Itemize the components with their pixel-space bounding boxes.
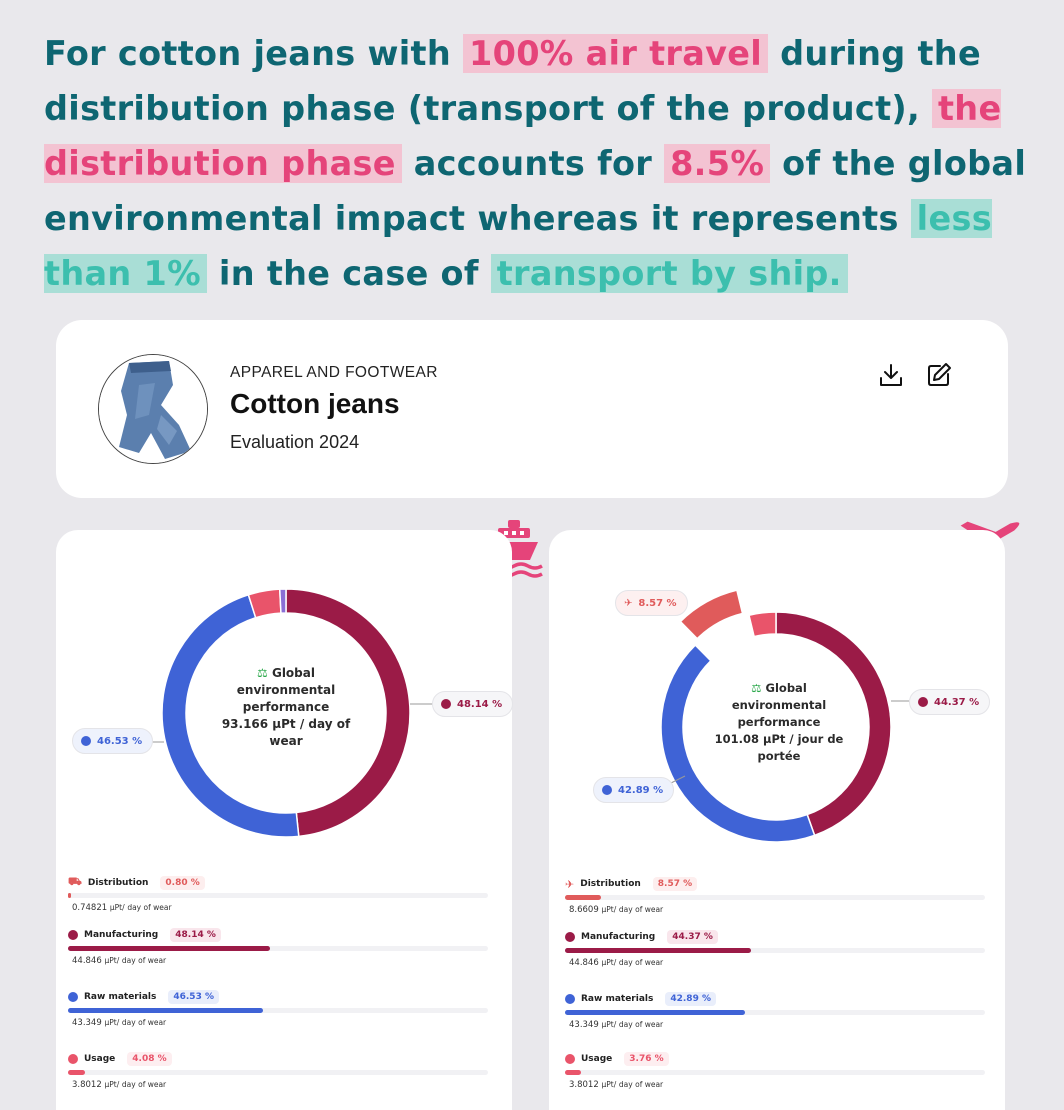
row-label: Raw materials: [581, 994, 654, 1004]
product-category: APPAREL AND FOOTWEAR: [230, 364, 438, 381]
donut-slice-distribution: [280, 589, 286, 613]
progress-track: [68, 893, 488, 898]
donut-slice-usage: [749, 612, 776, 637]
row-percent-badge: 46.53 %: [168, 990, 219, 1004]
progress-track: [565, 948, 985, 953]
callout-manufacturing: 48.14 %: [432, 691, 513, 717]
row-value: 43.349 µPt/ day of wear: [72, 1018, 167, 1028]
legend-dot: [68, 930, 78, 940]
legend-dot: [68, 992, 78, 1002]
progress-fill: [68, 1070, 85, 1075]
truck-icon: ⛟: [68, 875, 82, 888]
airplane-icon: ✈: [565, 877, 575, 891]
center-line: portée: [757, 749, 801, 763]
center-line: environmental: [236, 683, 336, 697]
center-line: 93.166 µPt / day of: [221, 717, 351, 731]
progress-track: [565, 1010, 985, 1015]
legend-dot: [565, 1054, 575, 1064]
row-value: 8.6609 µPt/ day of wear: [569, 905, 664, 915]
balance-scale-icon: ⚖: [751, 681, 762, 695]
row-label: Usage: [581, 1054, 613, 1064]
breakdown-row-raw-materials: [565, 992, 995, 1042]
progress-track: [565, 1070, 985, 1075]
edit-button[interactable]: [924, 360, 954, 390]
progress-track: [565, 895, 985, 900]
breakdown-row-distribution: [68, 875, 498, 925]
row-percent-badge: 4.08 %: [127, 1052, 171, 1066]
balance-scale-icon: ⚖: [257, 666, 268, 680]
progress-fill: [565, 1010, 745, 1015]
headline: [44, 26, 1034, 301]
highlight-air-travel: 100% air travel: [463, 34, 768, 73]
headline-text: during the distribution phase (transport of the product),: [44, 34, 981, 128]
row-label: Usage: [84, 1054, 116, 1064]
row-percent-badge: 8.57 %: [653, 877, 697, 891]
callout-raw-materials: 42.89 %: [593, 777, 674, 803]
center-line: wear: [269, 734, 303, 748]
callout-distribution: ✈ 8.57 %: [615, 590, 688, 616]
headline-text: accounts for: [401, 144, 665, 183]
center-line: Global: [765, 681, 807, 695]
legend-dot: [565, 932, 575, 942]
product-card: [56, 320, 1008, 498]
jeans-photo: [98, 354, 208, 464]
row-value: 0.74821 µPt/ day of wear: [72, 903, 172, 913]
breakdown-row-manufacturing: [68, 928, 498, 978]
chart-panel-air: [549, 530, 1005, 1110]
row-percent-badge: 42.89 %: [665, 992, 716, 1006]
download-icon: [876, 360, 906, 390]
row-label: Manufacturing: [84, 930, 159, 940]
row-value: 43.349 µPt/ day of wear: [569, 1020, 664, 1030]
airplane-icon: ✈: [624, 597, 633, 609]
row-value: 44.846 µPt/ day of wear: [72, 956, 167, 966]
progress-track: [68, 946, 488, 951]
progress-fill: [565, 1070, 581, 1075]
center-line: performance: [737, 715, 821, 729]
progress-fill: [565, 948, 751, 953]
download-button[interactable]: [876, 360, 906, 390]
callout-raw-materials: 46.53 %: [72, 728, 153, 754]
highlight-ship: transport by ship.: [491, 254, 848, 293]
progress-fill: [68, 946, 270, 951]
row-value: 3.8012 µPt/ day of wear: [72, 1080, 167, 1090]
row-value: 3.8012 µPt/ day of wear: [569, 1080, 664, 1090]
row-percent-badge: 44.37 %: [667, 930, 718, 944]
progress-fill: [68, 1008, 263, 1013]
callout-manufacturing: 44.37 %: [909, 689, 990, 715]
row-percent-badge: 0.80 %: [160, 876, 204, 890]
progress-fill: [68, 893, 71, 898]
headline-text: For cotton jeans with: [44, 34, 463, 73]
highlight-percent: 8.5%: [664, 144, 770, 183]
breakdown-row-usage: [68, 1052, 498, 1102]
edit-icon: [924, 360, 954, 390]
legend-dot: [68, 1054, 78, 1064]
progress-track: [68, 1070, 488, 1075]
legend-dot: [565, 994, 575, 1004]
headline-text: of the global environmental impact whereas it represents: [44, 144, 1027, 238]
center-label: [216, 665, 356, 750]
product-evaluation: Evaluation 2024: [230, 432, 360, 452]
donut-slice-distribution: [680, 590, 742, 639]
row-percent-badge: 3.76 %: [624, 1052, 668, 1066]
center-line: Global: [271, 666, 315, 680]
progress-fill: [565, 895, 601, 900]
breakdown-row-usage: [565, 1052, 995, 1102]
highlight-distribution-phase: the distribution phase: [44, 89, 1002, 183]
chart-panel-ship: [56, 530, 512, 1110]
row-label: Distribution: [87, 877, 149, 888]
row-label: Manufacturing: [581, 932, 656, 942]
center-line: performance: [242, 700, 330, 714]
row-label: Raw materials: [84, 992, 157, 1002]
row-value: 44.846 µPt/ day of wear: [569, 958, 664, 968]
row-percent-badge: 48.14 %: [170, 928, 221, 942]
product-title: Cotton jeans: [230, 388, 400, 419]
breakdown-row-manufacturing: [565, 930, 995, 980]
center-label: [709, 680, 849, 765]
center-line: environmental: [731, 698, 827, 712]
progress-track: [68, 1008, 488, 1013]
highlight-less-than: less than 1%: [44, 199, 992, 293]
row-label: Distribution: [580, 879, 641, 889]
breakdown-row-distribution: [565, 877, 995, 927]
breakdown-row-raw-materials: [68, 990, 498, 1040]
center-line: 101.08 µPt / jour de: [714, 732, 844, 746]
headline-text: in the case of: [206, 254, 491, 293]
